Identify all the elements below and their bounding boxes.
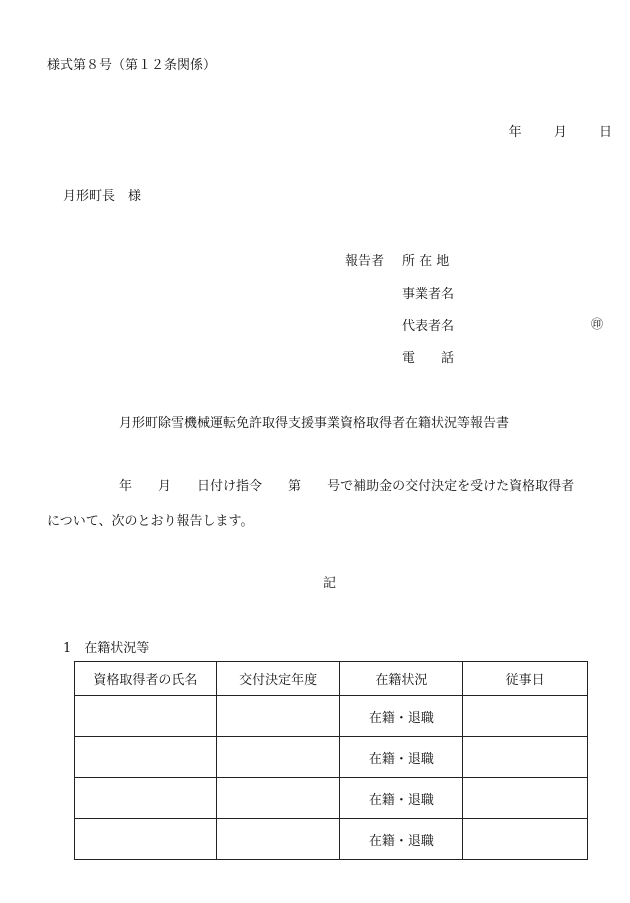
seal-mark: ㊞ [591,317,604,331]
addressee: 月形町長 様 [63,189,142,204]
body-month: 月 [158,479,172,494]
cell-enrollment-status: 在籍・退職 [340,778,463,819]
cell-decision-year [216,819,340,860]
header-decision-year: 交付決定年度 [216,662,340,696]
cell-work-date [463,737,588,778]
table-row [75,819,588,860]
document-title: 月形町除雪機械運転免許取得支援事業資格取得者在籍状況等報告書 [119,416,510,431]
header-holder-name: 資格取得者の氏名 [75,662,217,696]
cell-decision-year [216,737,340,778]
body-dated-directive: 日付け指令 [197,479,263,494]
cell-holder-name [75,696,217,737]
enrollment-table [74,661,588,860]
cell-enrollment-status: 在籍・退職 [340,696,463,737]
cell-work-date [463,696,588,737]
table-row [75,778,588,819]
date-month: 月 [553,125,567,140]
cell-enrollment-status: 在籍・退職 [340,819,463,860]
field-representative: 代表者名 [402,319,455,334]
cell-holder-name [75,737,217,778]
form-number: 様式第８号（第１２条関係） [47,58,217,73]
date-year: 年 [508,125,522,140]
table-row [75,737,588,778]
section-title: 1 在籍状況等 [63,641,150,656]
cell-decision-year [216,778,340,819]
cell-work-date [463,778,588,819]
body-line1-rest: 号で補助金の交付決定を受けた資格取得者 [327,479,575,494]
table-header-row [75,662,588,696]
cell-enrollment-status: 在籍・退職 [340,737,463,778]
body-number-prefix: 第 [288,479,302,494]
date-day: 日 [598,125,612,140]
reporter-label: 報告者 [345,254,385,269]
ki-heading: 記 [323,576,337,591]
header-work-date: 従事日 [463,662,588,696]
cell-holder-name [75,819,217,860]
cell-holder-name [75,778,217,819]
date-line [481,121,612,140]
field-business-name: 事業者名 [402,287,455,302]
header-enrollment-status: 在籍状況 [340,662,463,696]
body-line-2: について、次のとおり報告します。 [47,514,254,529]
body-line-1 [119,475,574,494]
field-phone: 電 話 [402,351,455,366]
field-location: 所 在 地 [402,254,450,269]
body-year: 年 [119,479,133,494]
table-row [75,696,588,737]
cell-work-date [463,819,588,860]
cell-decision-year [216,696,340,737]
